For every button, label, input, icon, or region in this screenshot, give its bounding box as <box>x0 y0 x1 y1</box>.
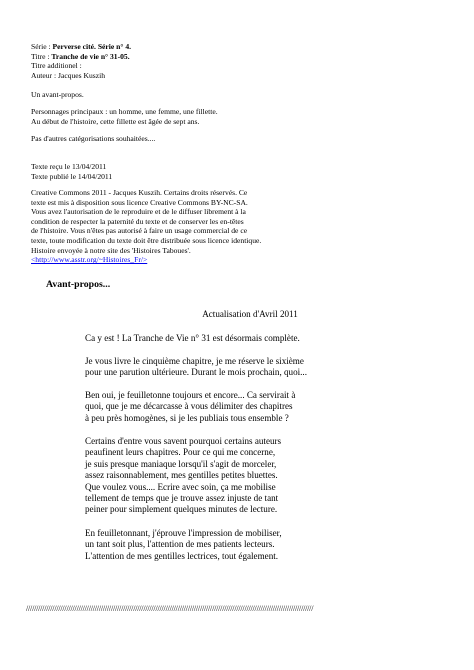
titre-value: Tranche de vie n° 31-05. <box>51 51 130 61</box>
date-recu: Texte reçu le 13/04/2011 <box>31 162 107 171</box>
paragraph-4: Certains d'entre vous savent pourquoi certains auteurs peaufinent leurs chapitres. Pour ce qui me concerne, je suis presque maniaque lorsqu'il s'agit de morceler, assez raisonnablement, mes gentilles petites bluettes. Que voulez vous.... Ecrire avec soin, ça me mobilise tellement de temps que je trouve assez injuste de tant peiner pour simplement quelques minutes de lecture. <box>85 436 282 515</box>
auteur: Auteur : Jacques Kuszih <box>31 70 106 80</box>
paragraph-2: Je vous livre le cinquième chapitre, je me réserve le sixième pour une parution ultérieure. Durant le mois prochain, quoi... <box>85 356 307 378</box>
paragraph-5: En feuilletonnant, j'éprouve l'impression de mobiliser, un tant soit plus, l'attention de mes patients lecteurs. L'attention de mes gentilles lectrices, tout également. <box>85 528 282 561</box>
subtitle: Actualisation d'Avril 2011 <box>202 309 298 319</box>
categorisations: Pas d'autres catégorisations souhaitées.... <box>31 134 156 143</box>
intro-text: Un avant-propos. <box>31 90 84 99</box>
dates <box>31 162 331 181</box>
titre-additionel: Titre additionel : <box>31 61 82 71</box>
serie-value: Perverse cité. Série n° 4. <box>52 42 132 51</box>
site-link[interactable]: <http://www.asstr.org/~Histoires_Fr/> <box>31 255 148 265</box>
separator-line: ////////////////////////////////////////////////////////////////////////////////////////////////////////////////////////////////////////////// <box>26 604 314 613</box>
serie-line: Série : Perverse cité. Série n° 4. <box>31 42 132 51</box>
story-metadata <box>31 42 331 80</box>
license-block: Creative Commons 2011 - Jacques Kuszih. Certains droits réservés. Ce texte est mis à disposition sous licence Creative Commons BY-NC-SA. Vous avez l'autorisation de le reproduire et de le diffuser librement à la condition de respecter la paternité du texte et de conserver les en-têtes de l'histoire. Vous n'êtes pas autorisé à faire un usage commercial de ce texte, toute modification du texte doit être distribuée sous licence identique. Histoire envoyée à notre site des 'Histoires Taboues'. <http://www.asstr.org/~Histoires_Fr/> <box>31 188 331 265</box>
paragraph-1: Ca y est ! La Tranche de Vie n° 31 est désormais complète. <box>85 333 300 343</box>
personnages: Personnages principaux : un homme, une femme, une fillette. Au début de l'histoire, cette fillette est âgée de sept ans. <box>31 107 218 126</box>
paragraph-3: Ben oui, je feuilletonne toujours et encore... Ca servirait à quoi, que je me décarcasse à vous délimiter des chapitres à peu près homogènes, si je les publiais tous ensemble ? <box>85 390 296 423</box>
section-heading: Avant-propos... <box>46 279 111 290</box>
titre-line: Titre : Tranche de vie n° 31-05. <box>31 51 130 61</box>
date-publie: Texte publié le 14/04/2011 <box>31 171 113 181</box>
